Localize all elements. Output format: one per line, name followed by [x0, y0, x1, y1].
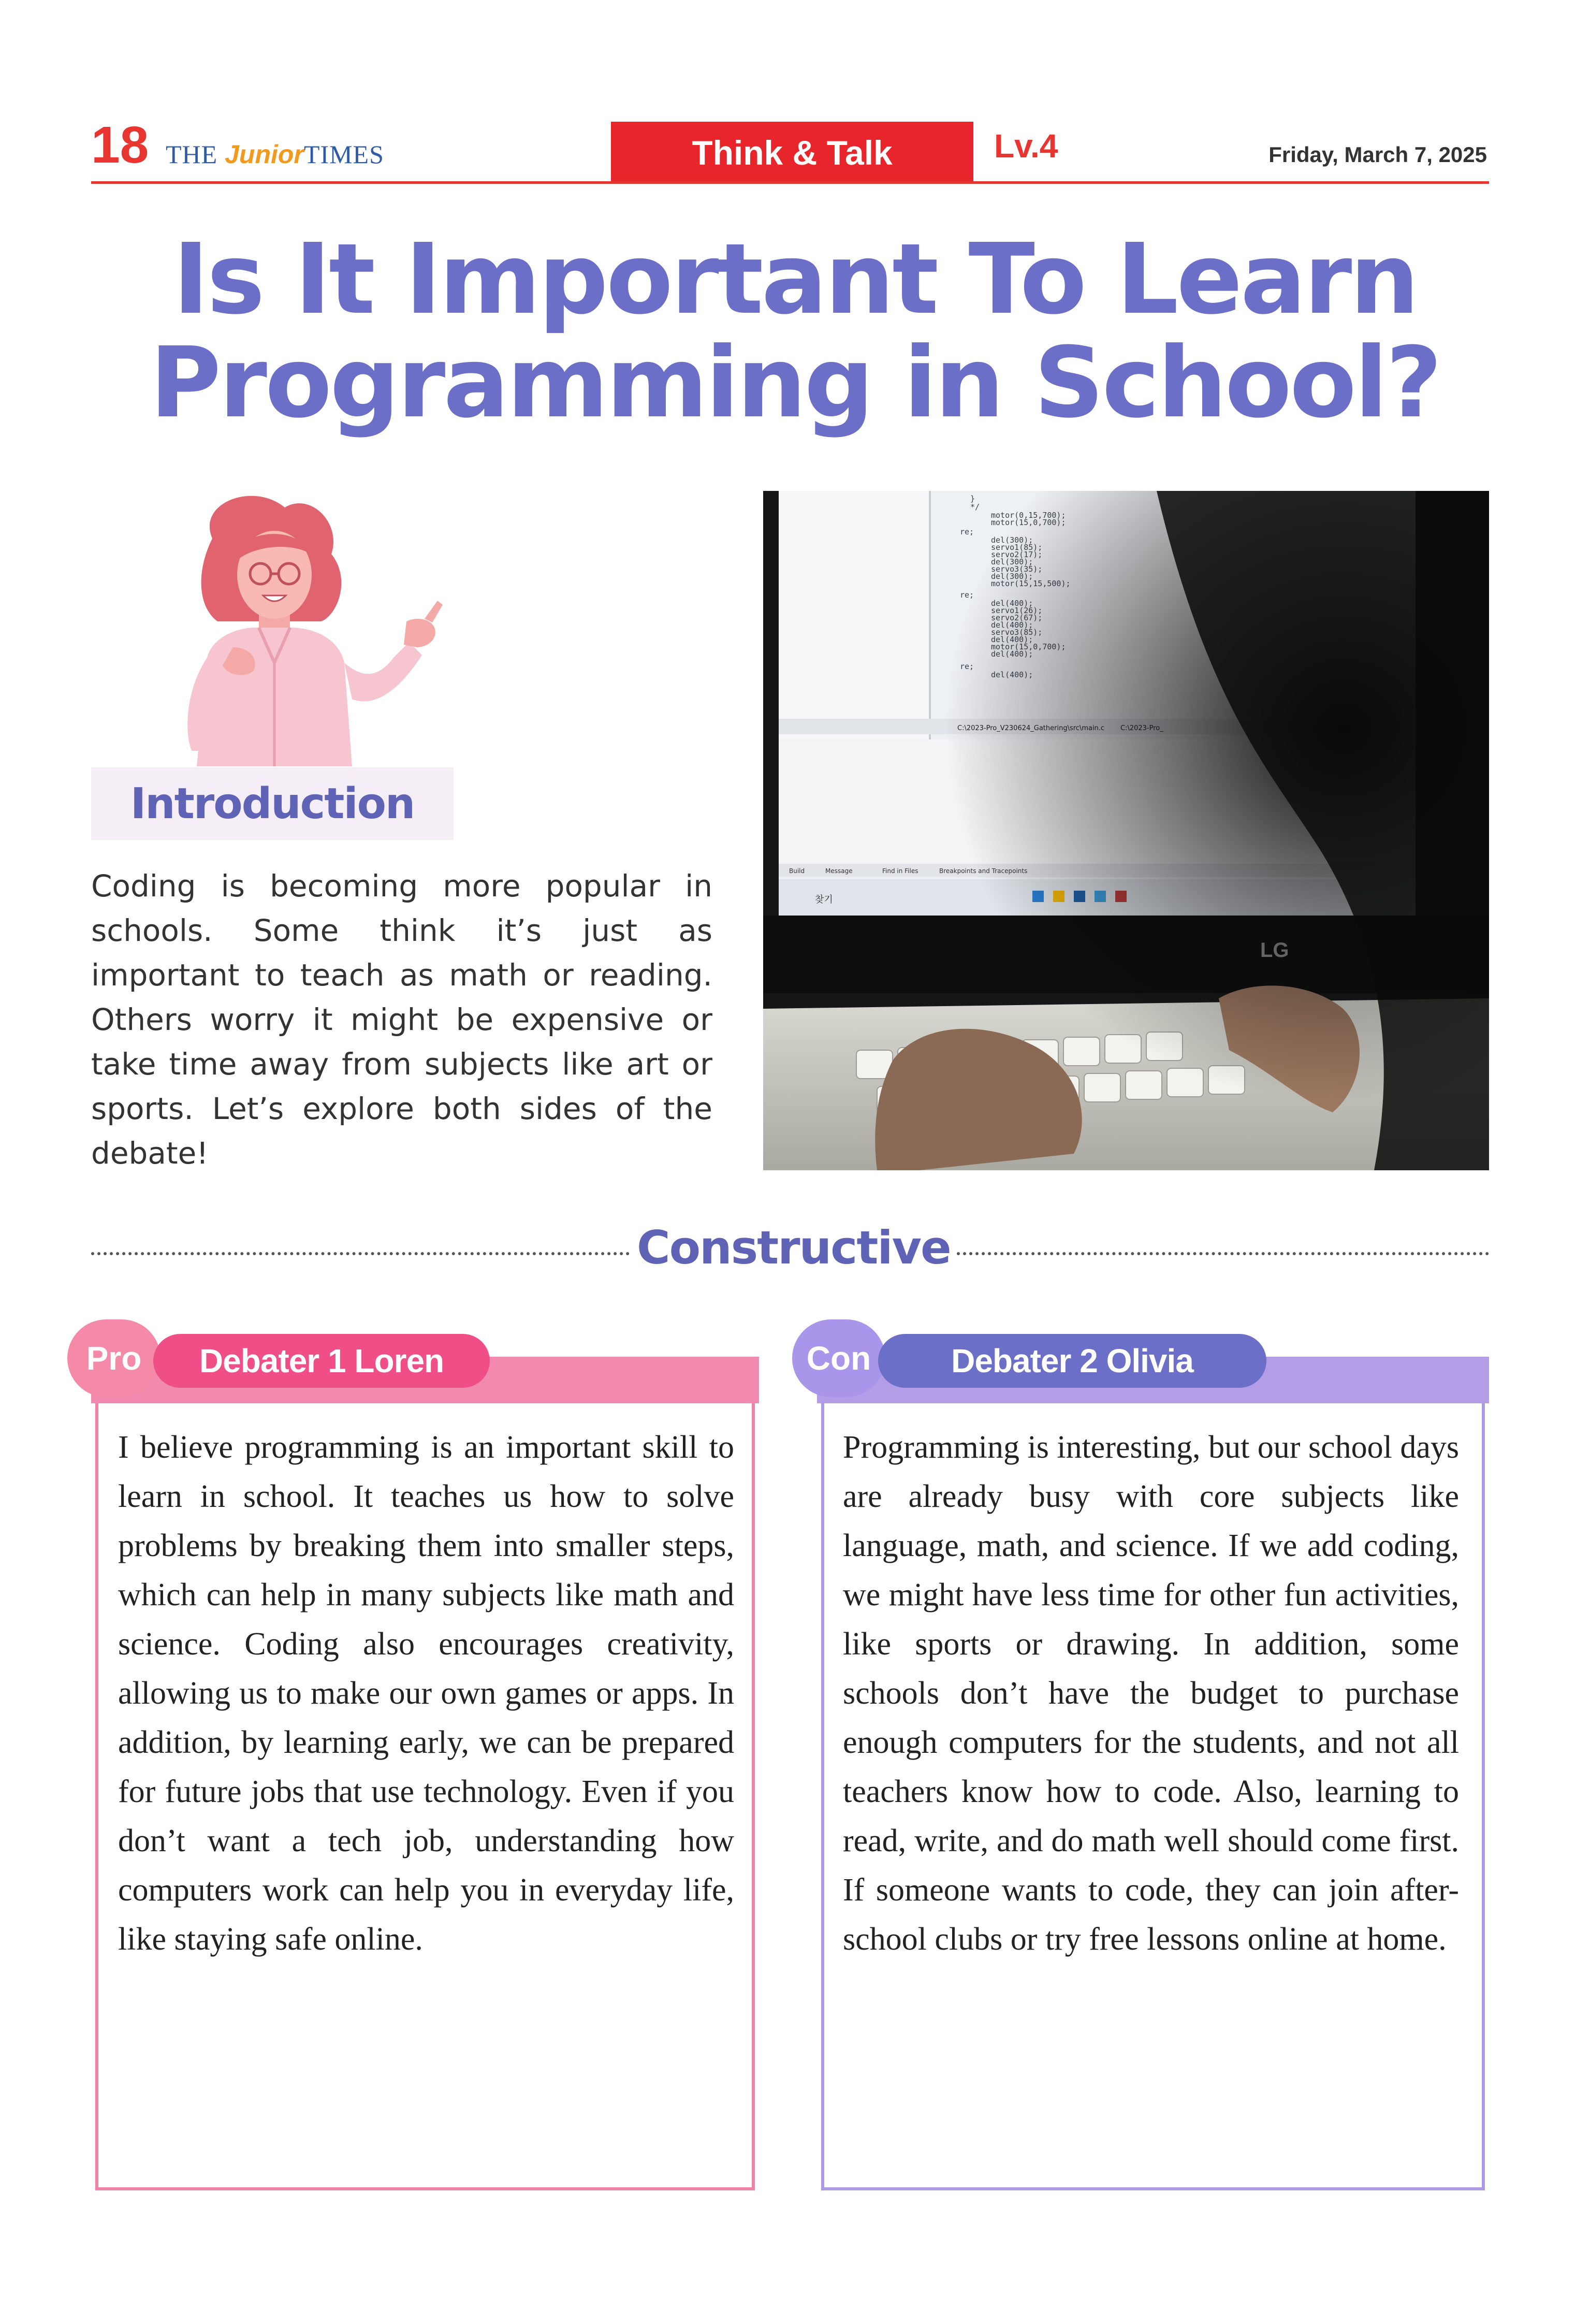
pro-argument-text: I believe programming is an important skill to learn in school. It teaches us how to solve problems by breaking them into smaller steps, which can help in many subjects like math and science. Coding also encourages creativity, allowing us to make our own games or apps. In addition, by learning early, we can be prepared for future jobs that use technology. Even if you don’t want a tech job, understanding how computers work can help you in everyday life, like staying safe online.	[118, 1430, 734, 1957]
level-label: Lv.4	[994, 127, 1058, 165]
pro-badge: Pro	[67, 1319, 161, 1397]
section-tab: Think & Talk	[611, 122, 973, 184]
con-badge: Con	[792, 1319, 885, 1397]
con-debater-name: Debater 2 Olivia	[878, 1334, 1266, 1388]
divider-dots-right	[957, 1252, 1489, 1255]
issue-date: Friday, March 7, 2025	[1268, 142, 1487, 167]
section-label-constructive: Constructive	[637, 1221, 951, 1274]
laptop-photo	[763, 491, 1489, 1170]
brand-junior: Junior	[225, 140, 304, 169]
newspaper-logo	[166, 140, 384, 169]
teacher-illustration	[135, 492, 456, 766]
brand-the: THE	[166, 140, 218, 169]
intro-text: Coding is becoming more popular in schools. Some think it’s just as important to teach as math or reading. Others worry it might be expensive or take time away from subjects like art or sports. Let’s explore both sides of the debate!	[91, 868, 712, 1171]
page-number: 18	[91, 116, 149, 174]
pro-debater-name: Debater 1 Loren	[153, 1334, 490, 1388]
con-argument-text: Programming is interesting, but our school days are already busy with core subjects like language, math, and science. If we add coding, we might have less time for other fun activities, like sports or drawing. In addition, some schools don’t have the budget to purchase enough computers for the students, and not all teachers know how to code. Also, learning to read, write, and do math well should come first. If someone wants to code, they can join after-school clubs or try free lessons online at home.	[843, 1430, 1459, 1957]
header-rule	[91, 181, 1489, 184]
intro-heading: Introduction	[91, 767, 454, 840]
divider-dots-left	[91, 1252, 630, 1255]
article-title: Is It Important To Learn Programming in School?	[150, 223, 1440, 440]
brand-times: TIMES	[303, 140, 384, 169]
